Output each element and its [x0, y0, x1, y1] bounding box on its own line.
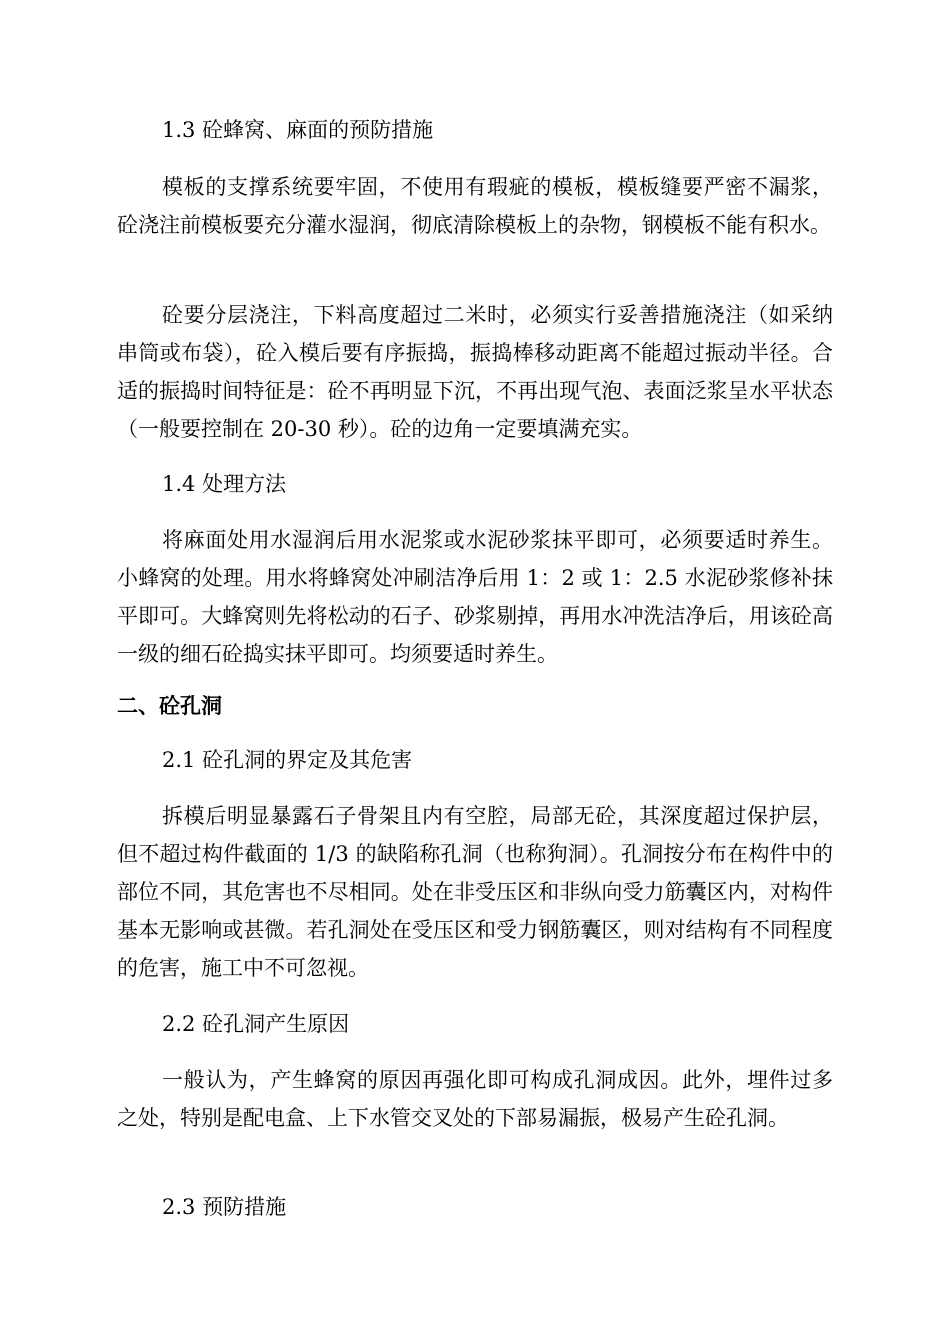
paragraph-layered-pouring: 砼要分层浇注，下料高度超过二米时，必须实行妥善措施浇注（如采纳串筒或布袋），砼入模后要有序振捣，振捣棒移动距离不能超过振动半径。合适的振捣时间特征是：砼不再明显下沉，不再出现气泡、表面泛浆呈水平状态（一般要控制在 20-30 秒）。砼的边角一定要填满充实。 [117, 303, 833, 441]
subheading-1-4: 1.4 处理方法 [162, 472, 287, 496]
subheading-2-2: 2.2 砼孔洞产生原因 [162, 1012, 350, 1036]
subheading-2-1: 2.1 砼孔洞的界定及其危害 [162, 748, 413, 772]
paragraph-treatment: 将麻面处用水湿润后用水泥浆或水泥砂浆抹平即可，必须要适时养生。小蜂窝的处理。用水将蜂窝处冲刷洁净后用 1：2 或 1：2.5 水泥砂浆修补抹平即可。大蜂窝则先将松动的石子、砂浆剔掉，再用水冲洗洁净后，用该砼高一级的细石砼捣实抹平即可。均须要适时养生。 [117, 528, 833, 666]
paragraph-hole-definition: 拆模后明显暴露石子骨架且内有空腔，局部无砼，其深度超过保护层，但不超过构件截面的 1/3 的缺陷称孔洞（也称狗洞）。孔洞按分布在构件中的部位不同，其危害也不尽相同。处在非受压区和非纵向受力筋囊区内，对构件基本无影响或甚微。若孔洞处在受压区和受力钢筋囊区，则对结构有不同程度的危害，施工中不可忽视。 [117, 804, 833, 980]
paragraph-formwork: 模板的支撑系统要牢固，不使用有瑕疵的模板，模板缝要严密不漏浆，砼浇注前模板要充分灌水湿润，彻底清除模板上的杂物，钢模板不能有积水。 [117, 175, 833, 237]
chapter-heading: 二、砼孔洞 [117, 694, 222, 718]
paragraph-hole-causes: 一般认为，产生蜂窝的原因再强化即可构成孔洞成因。此外，埋件过多之处，特别是配电盒、上下水管交叉处的下部易漏振，极易产生砼孔洞。 [117, 1068, 833, 1130]
subheading-2-3: 2.3 预防措施 [162, 1195, 287, 1219]
subheading-1-3: 1.3 砼蜂窝、麻面的预防措施 [162, 118, 434, 142]
